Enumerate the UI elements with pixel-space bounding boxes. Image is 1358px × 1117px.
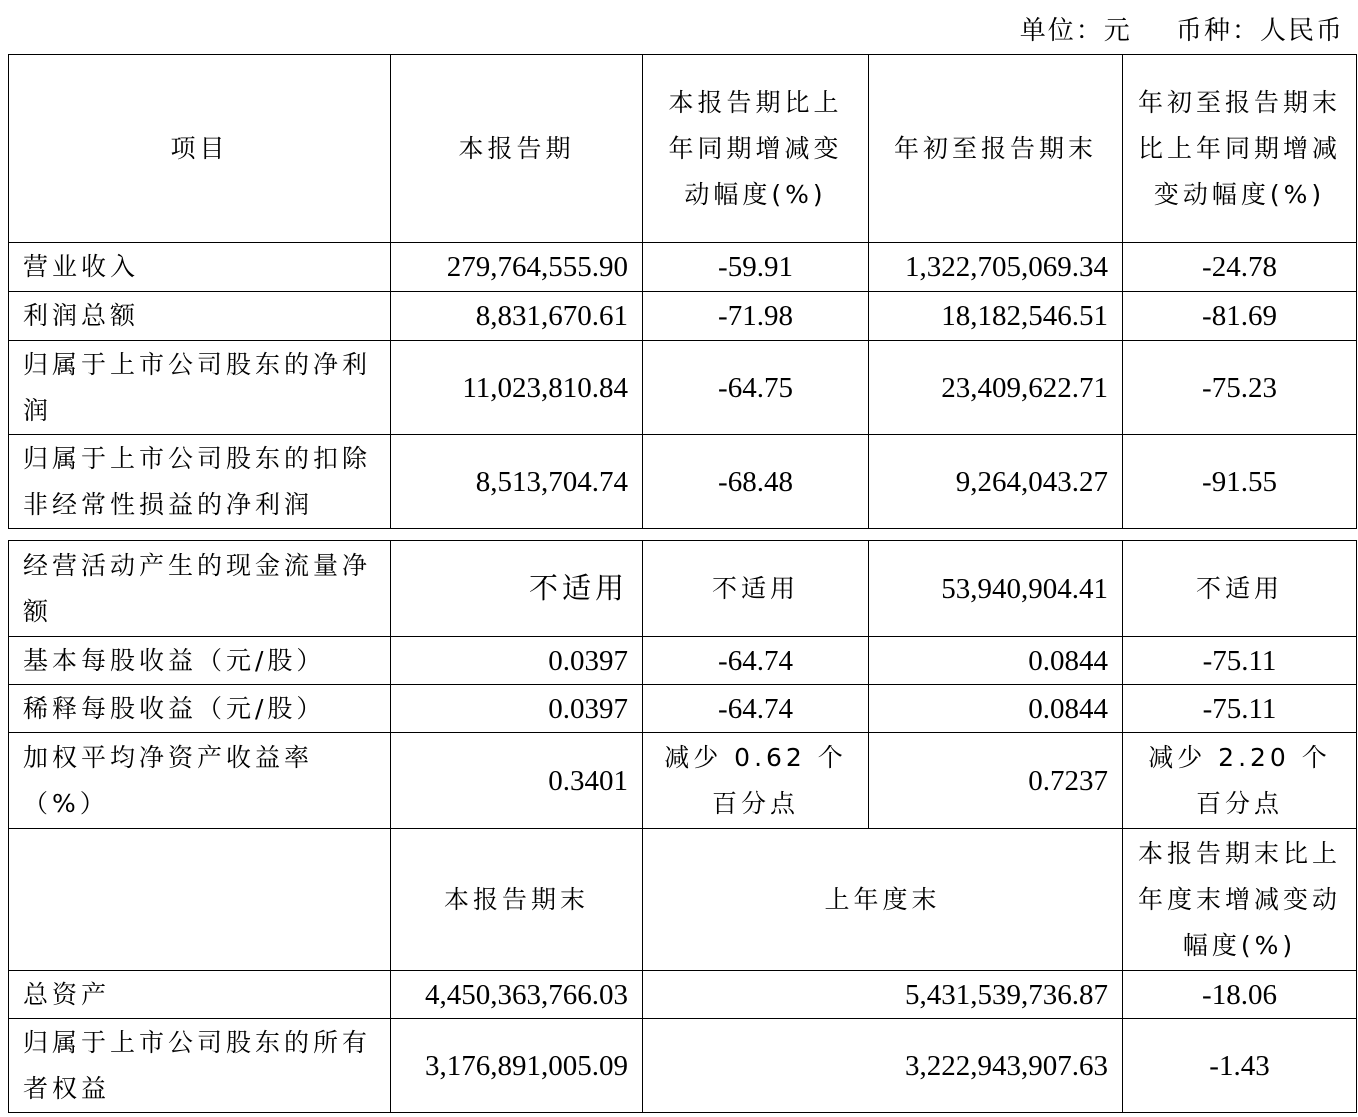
row-ytd-change: 减少 2.20 个百分点 <box>1123 733 1357 829</box>
row-current-change: -64.74 <box>643 685 869 733</box>
table-row <box>9 637 1357 685</box>
table-row <box>9 541 1357 637</box>
financial-table-top <box>8 54 1357 529</box>
table-row <box>9 341 1357 435</box>
row-ytd-change: -75.11 <box>1123 685 1357 733</box>
table-row <box>9 435 1357 529</box>
row-ytd-change: -91.55 <box>1123 435 1357 529</box>
header-current-change: 本报告期比上年同期增减变动幅度(%) <box>643 55 869 243</box>
row-current: 0.0397 <box>391 637 643 685</box>
row-ytd: 1,322,705,069.34 <box>869 243 1123 292</box>
row-item: 归属于上市公司股东的扣除非经常性损益的净利润 <box>9 435 391 529</box>
row-ytd-change: -75.23 <box>1123 341 1357 435</box>
unit-label: 单位：元 <box>1019 16 1132 46</box>
row-current: 0.3401 <box>391 733 643 829</box>
row-period-end: 3,176,891,005.09 <box>391 1019 643 1113</box>
row-current: 不适用 <box>391 541 643 637</box>
row-ytd: 18,182,546.51 <box>869 292 1123 341</box>
row-period-end: 4,450,363,766.03 <box>391 971 643 1019</box>
row-item: 加权平均净资产收益率（%） <box>9 733 391 829</box>
row-ytd: 53,940,904.41 <box>869 541 1123 637</box>
row-current-change: 减少 0.62 个百分点 <box>643 733 869 829</box>
row-current: 11,023,810.84 <box>391 341 643 435</box>
row-prior-year-end: 3,222,943,907.63 <box>643 1019 1123 1113</box>
row-item: 稀释每股收益（元/股） <box>9 685 391 733</box>
row-ytd-change: 不适用 <box>1123 541 1357 637</box>
row-current-change: 不适用 <box>643 541 869 637</box>
table-row <box>9 243 1357 292</box>
header2-period-end: 本报告期末 <box>391 829 643 971</box>
row-ytd-change: -81.69 <box>1123 292 1357 341</box>
financial-table-bottom <box>8 540 1357 1113</box>
table-row <box>9 685 1357 733</box>
row-ytd: 0.7237 <box>869 733 1123 829</box>
header-ytd: 年初至报告期末 <box>869 55 1123 243</box>
header-current: 本报告期 <box>391 55 643 243</box>
row-item: 总资产 <box>9 971 391 1019</box>
header-item: 项目 <box>9 55 391 243</box>
row-item: 利润总额 <box>9 292 391 341</box>
row-current-change: -64.74 <box>643 637 869 685</box>
row-item: 营业收入 <box>9 243 391 292</box>
currency-label: 币种：人民币 <box>1175 16 1344 46</box>
row-ytd-change: -24.78 <box>1123 243 1357 292</box>
row-item: 归属于上市公司股东的所有者权益 <box>9 1019 391 1113</box>
row-current-change: -59.91 <box>643 243 869 292</box>
row-item: 基本每股收益（元/股） <box>9 637 391 685</box>
table-row <box>9 971 1357 1019</box>
row-item: 经营活动产生的现金流量净额 <box>9 541 391 637</box>
row-item: 归属于上市公司股东的净利润 <box>9 341 391 435</box>
table-row <box>9 292 1357 341</box>
row-current-change: -71.98 <box>643 292 869 341</box>
table-header-row <box>9 55 1357 243</box>
row-ytd: 0.0844 <box>869 637 1123 685</box>
row-ytd: 9,264,043.27 <box>869 435 1123 529</box>
row-change: -1.43 <box>1123 1019 1357 1113</box>
row-ytd: 0.0844 <box>869 685 1123 733</box>
row-current: 279,764,555.90 <box>391 243 643 292</box>
header2-prior-year-end: 上年度末 <box>643 829 1123 971</box>
row-current: 8,513,704.74 <box>391 435 643 529</box>
table-row <box>9 733 1357 829</box>
unit-line <box>1014 10 1344 47</box>
header-ytd-change: 年初至报告期末比上年同期增减变动幅度(%) <box>1123 55 1357 243</box>
table-header-row-2 <box>9 829 1357 971</box>
row-prior-year-end: 5,431,539,736.87 <box>643 971 1123 1019</box>
table-row <box>9 1019 1357 1113</box>
row-current: 0.0397 <box>391 685 643 733</box>
row-current: 8,831,670.61 <box>391 292 643 341</box>
header2-item <box>9 829 391 971</box>
row-current-change: -64.75 <box>643 341 869 435</box>
row-ytd-change: -75.11 <box>1123 637 1357 685</box>
row-current-change: -68.48 <box>643 435 869 529</box>
row-change: -18.06 <box>1123 971 1357 1019</box>
row-ytd: 23,409,622.71 <box>869 341 1123 435</box>
header2-change: 本报告期末比上年度末增减变动幅度(%) <box>1123 829 1357 971</box>
